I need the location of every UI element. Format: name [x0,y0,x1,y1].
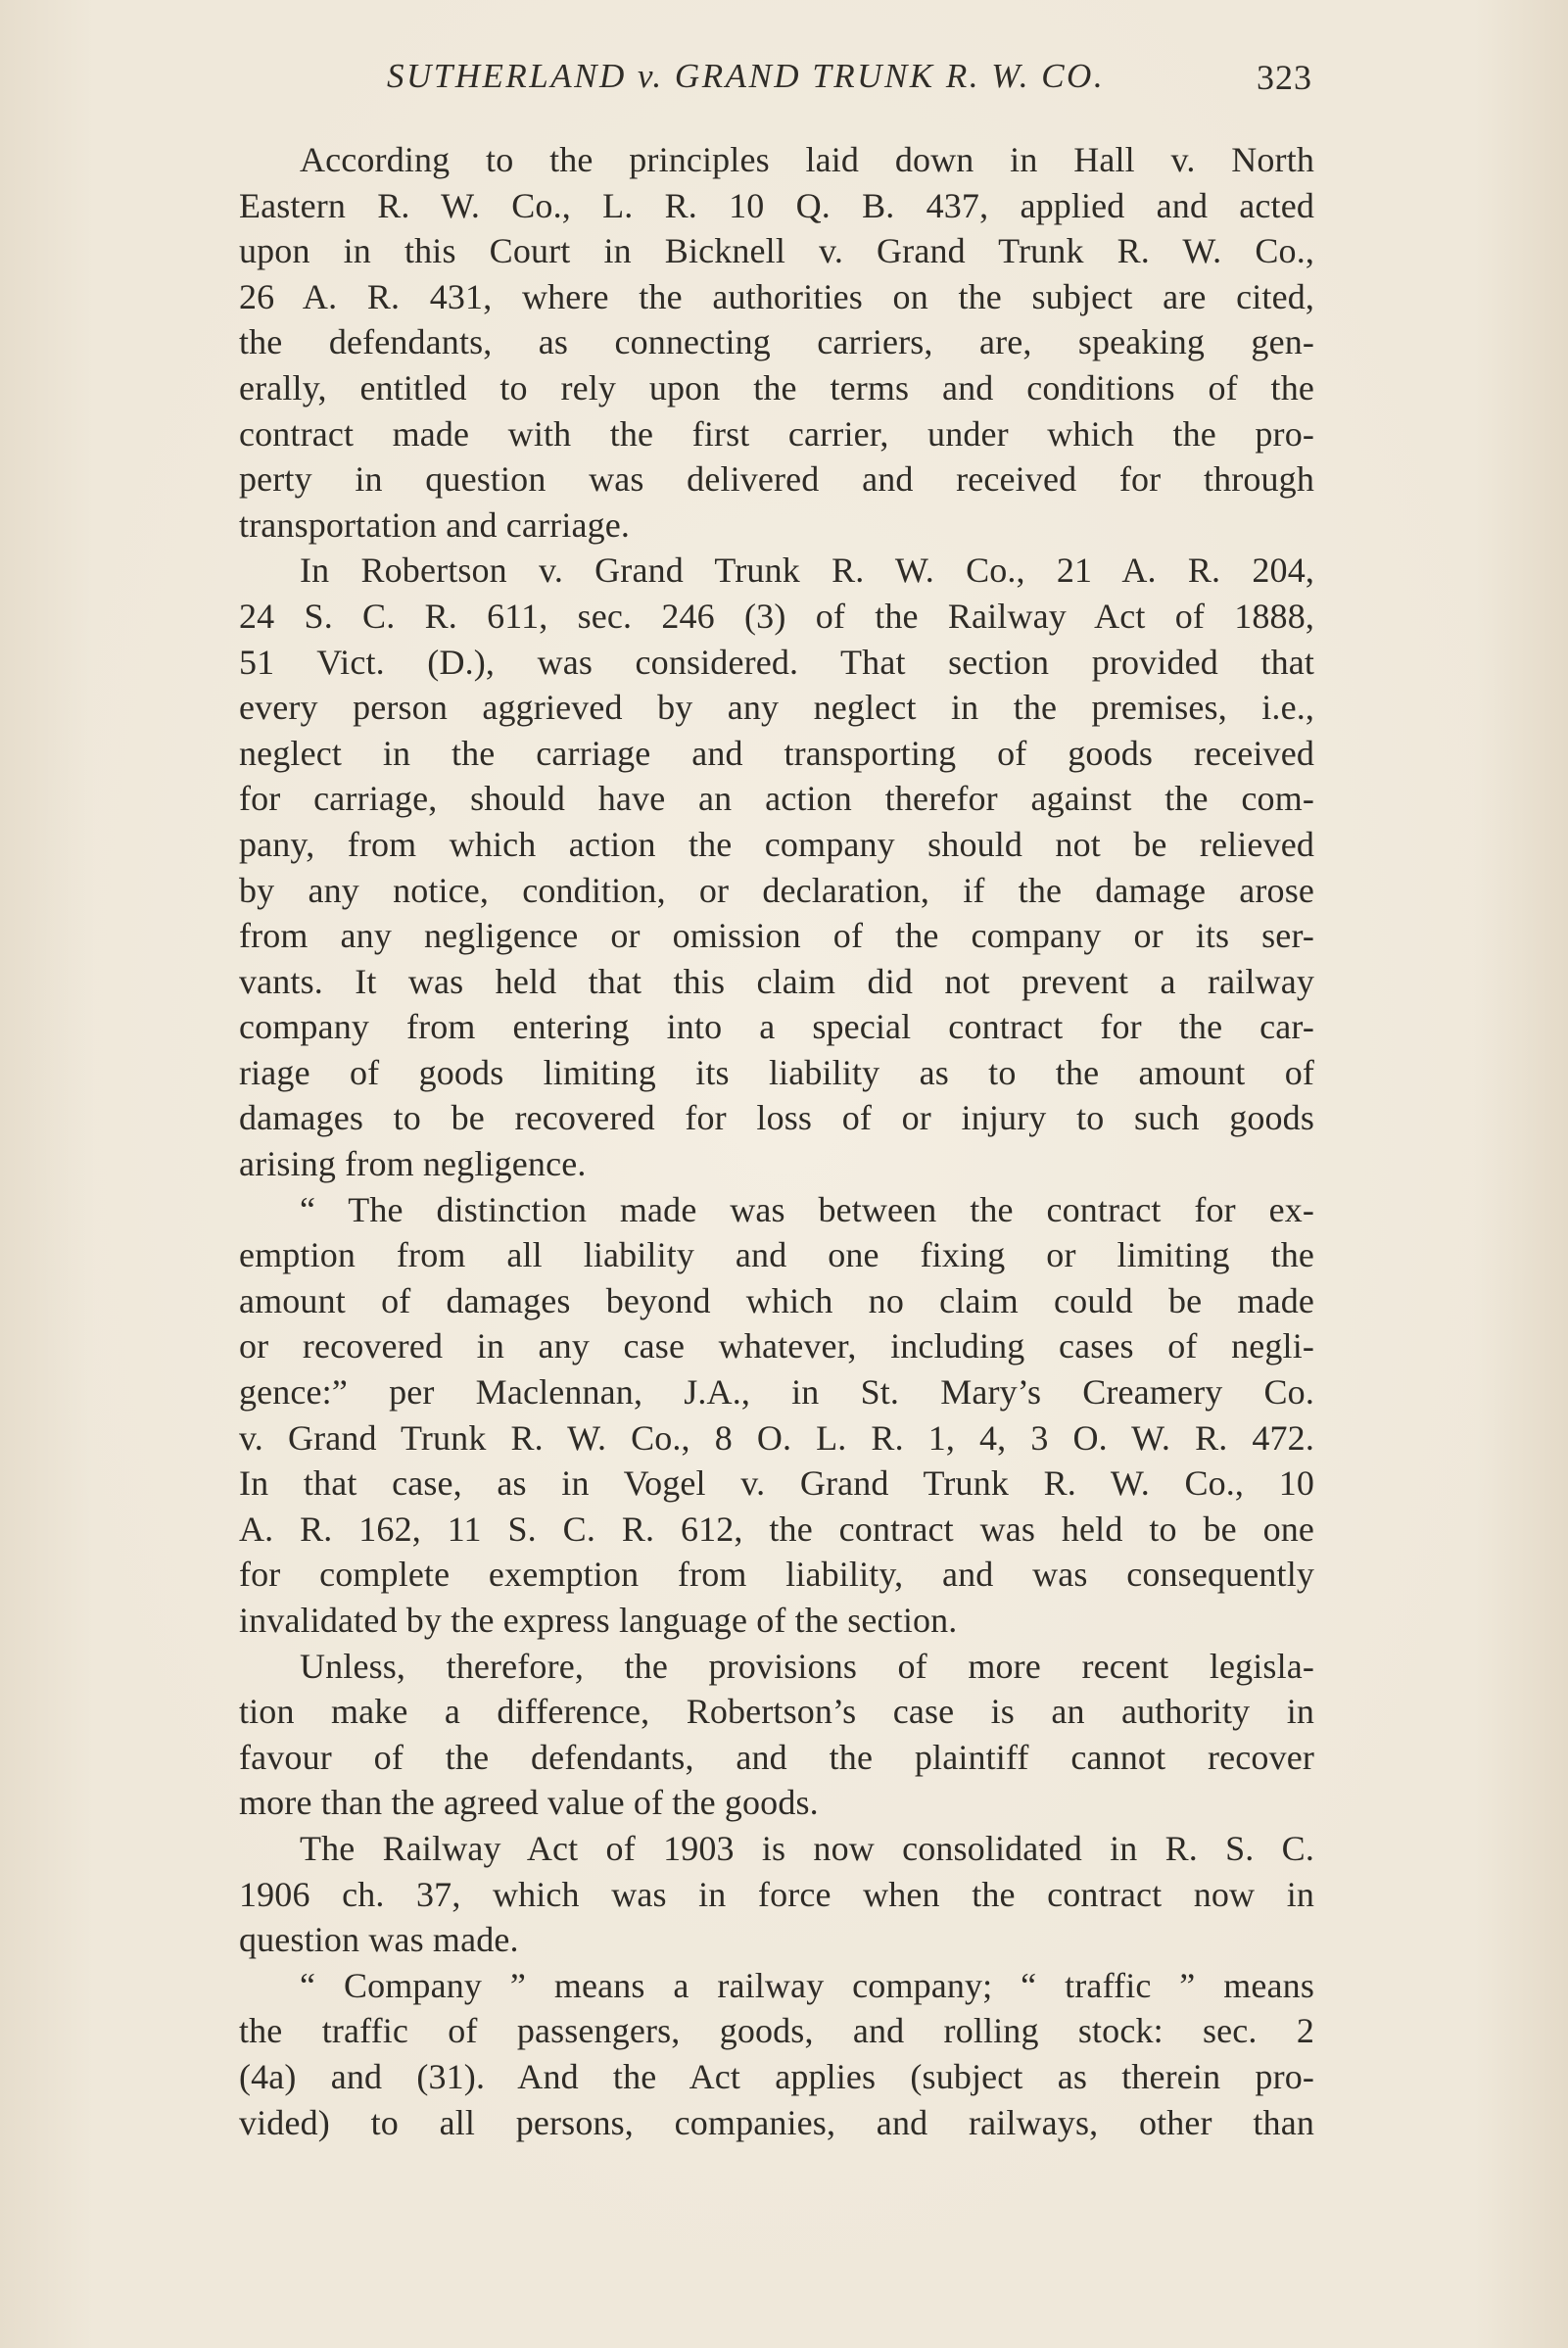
text-line: for complete exemption from liability, and was consequently [239,1555,1314,1595]
text-line: question was made. [239,1920,519,1960]
running-head [235,57,1312,116]
text-line: The Railway Act of 1903 is now consolidated in R. S. C. [300,1828,1314,1868]
text-line: 24 S. C. R. 611, sec. 246 (3) of the Railway Act of 1888, [239,596,1314,636]
text-line: or recovered in any case whatever, including cases of negli- [239,1326,1314,1366]
text-line: neglect in the carriage and transporting of goods received [239,733,1314,773]
text-line: emption from all liability and one fixing or limiting the [239,1235,1314,1275]
text-line: v. Grand Trunk R. W. Co., 8 O. L. R. 1, 4, 3 O. W. R. 472. [239,1417,1314,1458]
text-line: transportation and carriage. [239,504,631,545]
text-line: contract made with the first carrier, under which the pro- [239,413,1314,454]
text-line: Eastern R. W. Co., L. R. 10 Q. B. 437, applied and acted [239,185,1314,225]
text-line: A. R. 162, 11 S. C. R. 612, the contract was held to be one [239,1509,1314,1549]
paragraph [239,548,1314,1186]
paragraph [239,1187,1314,1644]
text-line: 51 Vict. (D.), was considered. That section provided that [239,642,1314,682]
text-line: perty in question was delivered and received for through [239,459,1314,500]
text-line: every person aggrieved by any neglect in the premises, i.e., [239,688,1314,728]
text-line: the defendants, as connecting carriers, are, speaking gen- [239,322,1314,362]
text-line: invalidated by the express language of the section. [239,1601,958,1640]
text-line: favour of the defendants, and the plaintiff cannot recover [239,1737,1314,1777]
text-line: In Robertson v. Grand Trunk R. W. Co., 21 A. R. 204, [300,551,1314,591]
text-line: vided) to all persons, companies, and railways, other than [239,2102,1314,2142]
text-line: pany, from which action the company should not be relieved [239,824,1314,864]
text-line: from any negligence or omission of the company or its ser- [239,916,1314,956]
text-line: arising from negligence. [239,1144,587,1184]
text-line: 1906 ch. 37, which was in force when the contract now in [239,1874,1314,1914]
paragraph [239,1826,1314,1963]
text-line: upon in this Court in Bicknell v. Grand Trunk R. W. Co., [239,231,1314,271]
running-title: SUTHERLAND v. GRAND TRUNK R. W. CO. [387,57,1106,95]
text-line: more than the agreed value of the goods. [239,1783,819,1823]
body-text [239,137,1314,2145]
text-line: vants. It was held that this claim did not prevent a railway [239,961,1314,1001]
text-line: the traffic of passengers, goods, and rolling stock: sec. 2 [239,2011,1314,2051]
text-line: company from entering into a special contract for the car- [239,1007,1314,1047]
text-line: amount of damages beyond which no claim could be made [239,1280,1314,1320]
paragraph [239,137,1314,548]
text-line: damages to be recovered for loss of or injury to such goods [239,1098,1314,1138]
text-line: (4a) and (31). And the Act applies (subject as therein pro- [239,2056,1314,2096]
text-line: tion make a difference, Robertson’s case is an authority in [239,1692,1314,1732]
text-line: gence:” per Maclennan, J.A., in St. Mary’s Creamery Co. [239,1372,1314,1413]
paragraph [239,1963,1314,2145]
page-number: 323 [1257,58,1312,97]
text-line: for carriage, should have an action therefor against the com- [239,779,1314,819]
text-line: “ Company ” means a railway company; “ traffic ” means [300,1965,1314,2005]
text-line: riage of goods limiting its liability as to the amount of [239,1052,1314,1092]
text-line: According to the principles laid down in Hall v. North [300,140,1314,179]
text-line: by any notice, condition, or declaration, if the damage arose [239,870,1314,910]
text-line: 26 A. R. 431, where the authorities on the subject are cited, [239,276,1314,316]
paragraph [239,1644,1314,1826]
text-line: “ The distinction made was between the contract for ex- [300,1189,1314,1229]
text-line: In that case, as in Vogel v. Grand Trunk R. W. Co., 10 [239,1463,1314,1504]
text-line: erally, entitled to rely upon the terms and conditions of the [239,367,1314,407]
text-line: Unless, therefore, the provisions of more recent legisla- [300,1646,1314,1686]
